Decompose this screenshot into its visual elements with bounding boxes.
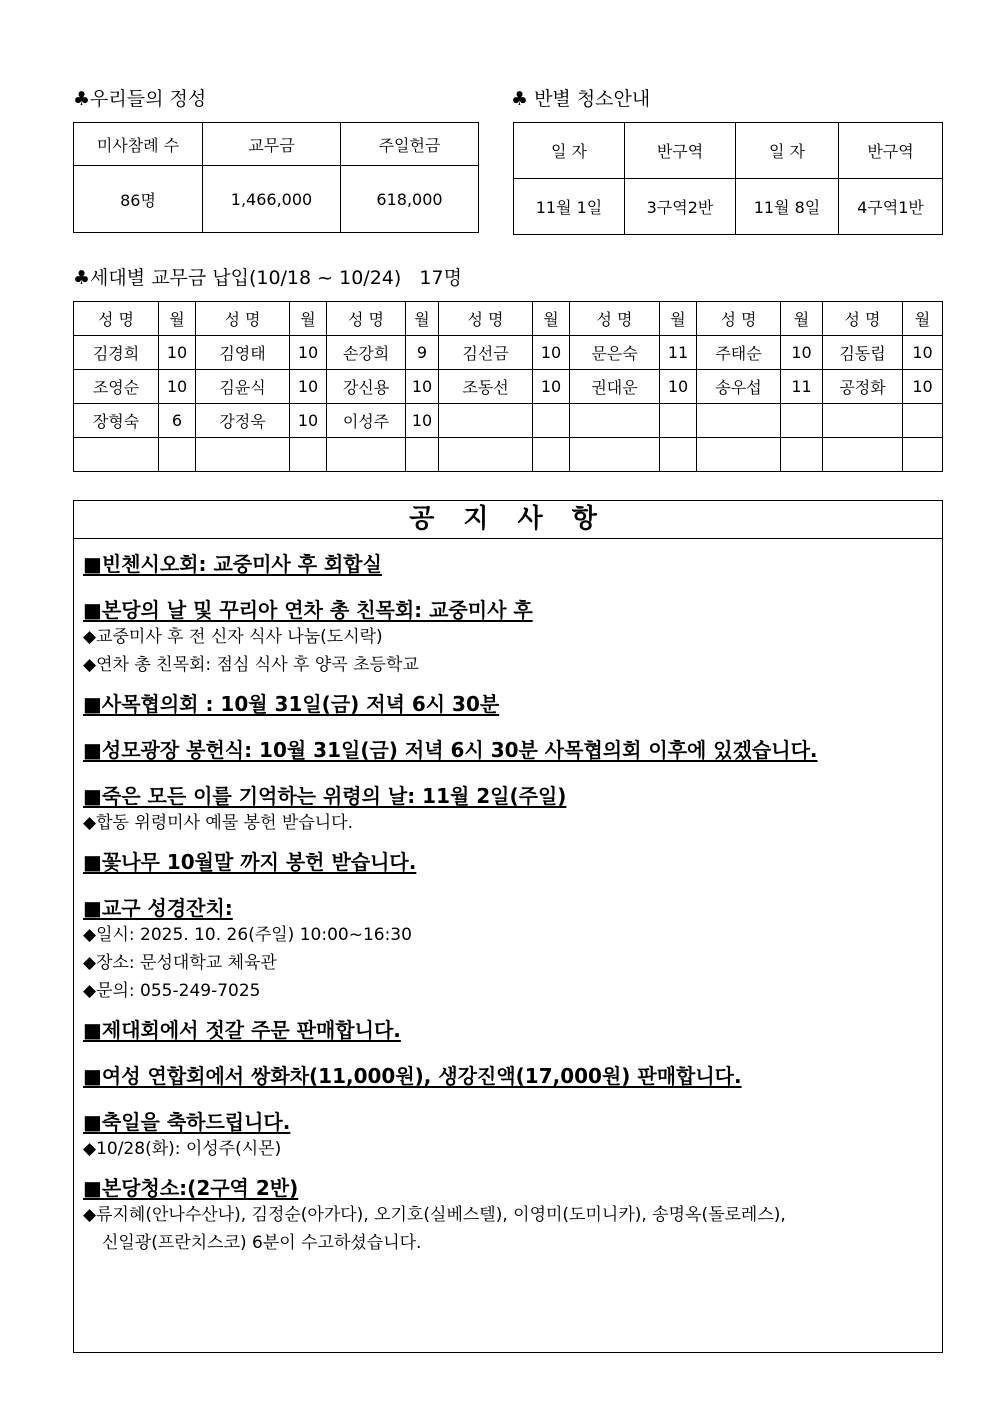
spacer: [83, 717, 942, 737]
member-month: [533, 438, 570, 472]
member-name: 강신용: [327, 370, 406, 404]
value-date-1: 11월 1일: [514, 179, 625, 235]
value-attendance: 86명: [74, 166, 203, 233]
spacer: [83, 1089, 942, 1109]
spacer: [83, 679, 942, 691]
member-name: [823, 438, 903, 472]
member-name: [439, 404, 533, 438]
notice-heading: ■사목협의회 : 10월 31일(금) 저녁 6시 30분: [83, 692, 500, 716]
offering-title: ♣우리들의 정성: [73, 88, 207, 110]
notice-body: [74, 539, 942, 1257]
member-month: 6: [159, 404, 196, 438]
header-month: 월: [903, 302, 943, 336]
notice-heading: ■본당청소:(2구역 2반): [83, 1176, 299, 1200]
notice-item: [83, 1109, 942, 1163]
notice-heading: ■본당의 날 및 꾸리아 연차 총 친목회: 교중미사 후: [83, 598, 533, 622]
notice-heading: ■축일을 축하드립니다.: [83, 1110, 291, 1134]
table-row: [74, 336, 943, 370]
value-area-1: 3구역2반: [625, 179, 736, 235]
header-name: 성 명: [823, 302, 903, 336]
member-name: 송우섭: [697, 370, 781, 404]
notice-box: [73, 500, 943, 1353]
header-sunday-offering: 주일헌금: [341, 123, 479, 166]
notice-item: [83, 895, 942, 1005]
header-date-1: 일 자: [514, 123, 625, 179]
spacer: [83, 1163, 942, 1175]
header-month: 월: [406, 302, 439, 336]
notice-line: ◆연차 총 친목회: 점심 식사 후 양곡 초등학교: [83, 655, 419, 675]
spacer: [83, 875, 942, 895]
member-month: 10: [159, 370, 196, 404]
dues-table: [73, 301, 943, 472]
member-name: 공정화: [823, 370, 903, 404]
member-month: 10: [290, 370, 327, 404]
header-month: 월: [660, 302, 697, 336]
header-date-2: 일 자: [736, 123, 839, 179]
member-month: 10: [660, 370, 697, 404]
member-name: [697, 438, 781, 472]
notice-line: ◆10/28(화): 이성주(시몬): [83, 1139, 282, 1159]
spacer: [83, 577, 942, 597]
member-month: 11: [781, 370, 823, 404]
notice-item: [83, 551, 942, 577]
notice-heading: ■여성 연합회에서 쌍화차(11,000원), 생강진액(17,000원) 판매합니다.: [83, 1064, 742, 1088]
header-name: 성 명: [439, 302, 533, 336]
notice-item: [83, 849, 942, 875]
header-name: 성 명: [327, 302, 406, 336]
member-month: [903, 438, 943, 472]
member-month: 10: [290, 336, 327, 370]
member-month: 10: [406, 370, 439, 404]
member-month: 10: [781, 336, 823, 370]
notice-item: [83, 1175, 942, 1257]
member-name: 문은숙: [570, 336, 660, 370]
header-month: 월: [781, 302, 823, 336]
header-attendance: 미사참례 수: [74, 123, 203, 166]
member-month: 10: [903, 336, 943, 370]
member-name: [196, 438, 290, 472]
member-month: 10: [533, 336, 570, 370]
member-name: 조영순: [74, 370, 159, 404]
member-name: 김영태: [196, 336, 290, 370]
header-name: 성 명: [570, 302, 660, 336]
spacer: [83, 1043, 942, 1063]
table-row: [74, 370, 943, 404]
member-name: 조동선: [439, 370, 533, 404]
member-month: [660, 404, 697, 438]
header-name: 성 명: [196, 302, 290, 336]
notice-item: [83, 737, 942, 763]
value-dues: 1,466,000: [203, 166, 341, 233]
value-area-2: 4구역1반: [839, 179, 943, 235]
header-name: 성 명: [74, 302, 159, 336]
member-month: [533, 404, 570, 438]
member-name: 손강희: [327, 336, 406, 370]
member-name: 권대운: [570, 370, 660, 404]
member-name: 강정욱: [196, 404, 290, 438]
header-month: 월: [290, 302, 327, 336]
member-month: 10: [290, 404, 327, 438]
notice-title: 공 지 사 항: [74, 501, 942, 539]
member-name: [74, 438, 159, 472]
table-row: [74, 438, 943, 472]
spacer: [83, 837, 942, 849]
member-name: [570, 404, 660, 438]
member-month: [159, 438, 196, 472]
member-month: [903, 404, 943, 438]
member-name: 주태순: [697, 336, 781, 370]
notice-heading: ■교구 성경잔치:: [83, 896, 233, 920]
member-month: 10: [533, 370, 570, 404]
value-sunday-offering: 618,000: [341, 166, 479, 233]
header-month: 월: [533, 302, 570, 336]
header-month: 월: [159, 302, 196, 336]
member-name: 이성주: [327, 404, 406, 438]
header-area-2: 반구역: [839, 123, 943, 179]
member-name: 김선금: [439, 336, 533, 370]
member-name: 김경희: [74, 336, 159, 370]
member-name: 김윤식: [196, 370, 290, 404]
member-name: [439, 438, 533, 472]
value-date-2: 11월 8일: [736, 179, 839, 235]
notice-item: [83, 691, 942, 717]
notice-heading: ■꽃나무 10월말 까지 봉헌 받습니다.: [83, 850, 417, 874]
notice-item: [83, 1017, 942, 1043]
member-name: [327, 438, 406, 472]
notice-heading: ■죽은 모든 이를 기억하는 위령의 날: 11월 2일(주일): [83, 784, 567, 808]
notice-item: [83, 1063, 942, 1089]
notice-line: 신일광(프란치스코) 6분이 수고하셨습니다.: [102, 1233, 422, 1253]
cleaning-title: ♣ 반별 청소안내: [511, 88, 651, 110]
member-month: 9: [406, 336, 439, 370]
dues-header-row: [74, 302, 943, 336]
member-name: 김동립: [823, 336, 903, 370]
member-month: [290, 438, 327, 472]
dues-title: ♣세대별 교무금 납입(10/18 ~ 10/24) 17명: [73, 267, 462, 289]
spacer: [83, 1005, 942, 1017]
notice-line: ◆문의: 055-249-7025: [83, 981, 261, 1001]
member-month: [660, 438, 697, 472]
member-month: [406, 438, 439, 472]
header-dues: 교무금: [203, 123, 341, 166]
notice-line: ◆합동 위령미사 예물 봉헌 받습니다.: [83, 813, 354, 833]
notice-heading: ■빈첸시오회: 교중미사 후 회합실: [83, 552, 382, 576]
table-row: [74, 404, 943, 438]
member-name: [570, 438, 660, 472]
member-month: 10: [903, 370, 943, 404]
notice-line: ◆교중미사 후 전 신자 식사 나눔(도시락): [83, 627, 383, 647]
member-month: 10: [406, 404, 439, 438]
notice-heading: ■성모광장 봉헌식: 10월 31일(금) 저녁 6시 30분 사목협의회 이후에 있겠습니다.: [83, 738, 818, 762]
notice-line: ◆장소: 문성대학교 체육관: [83, 953, 277, 973]
offering-table: [73, 122, 479, 233]
cleaning-table: [513, 122, 943, 235]
member-name: [697, 404, 781, 438]
member-month: 11: [660, 336, 697, 370]
header-area-1: 반구역: [625, 123, 736, 179]
spacer: [83, 763, 942, 783]
notice-line: ◆류지혜(안나수산나), 김정순(아가다), 오기호(실베스텔), 이영미(도미니카), 송명옥(돌로레스),: [83, 1205, 786, 1225]
header-name: 성 명: [697, 302, 781, 336]
member-name: [823, 404, 903, 438]
notice-heading: ■제대회에서 젓갈 주문 판매합니다.: [83, 1018, 401, 1042]
notice-item: [83, 783, 942, 837]
member-month: [781, 438, 823, 472]
member-name: 장형숙: [74, 404, 159, 438]
member-month: 10: [159, 336, 196, 370]
notice-line: ◆일시: 2025. 10. 26(주일) 10:00~16:30: [83, 925, 412, 945]
member-month: [781, 404, 823, 438]
notice-item: [83, 597, 942, 679]
